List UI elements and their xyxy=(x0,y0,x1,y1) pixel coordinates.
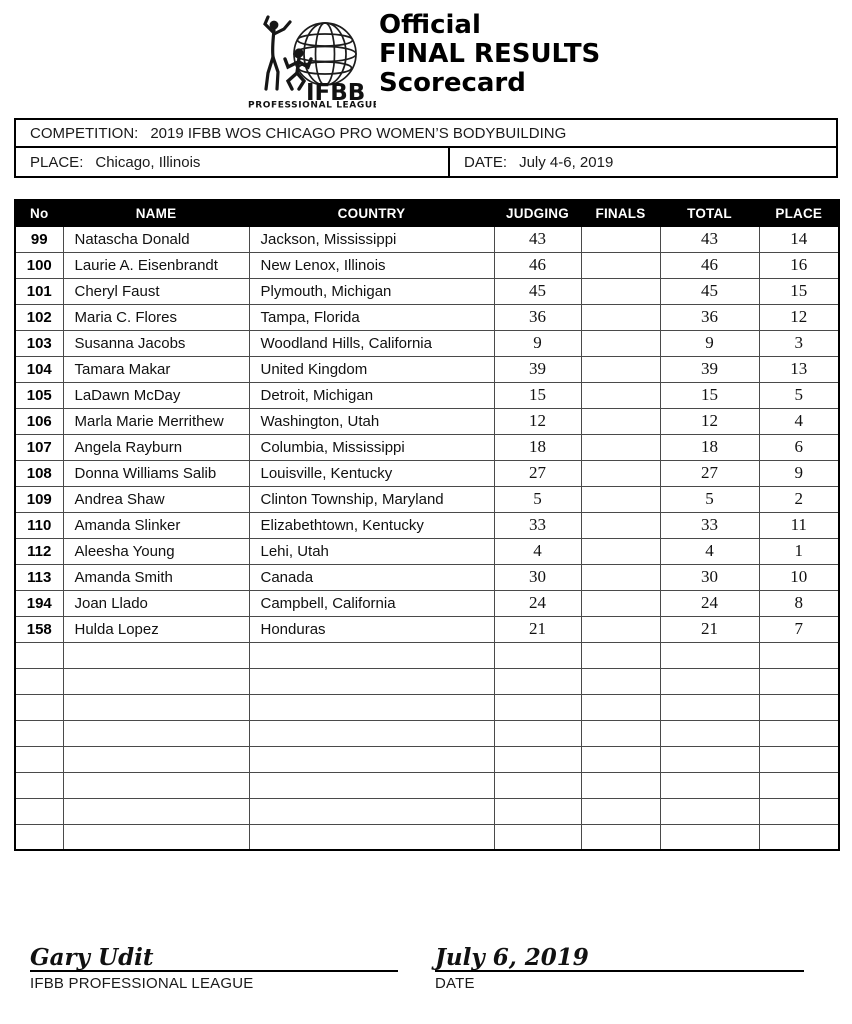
cell-total xyxy=(660,772,759,798)
cell-place xyxy=(759,824,839,850)
cell-country: Elizabethtown, Kentucky xyxy=(249,512,494,538)
cell-judging: 4 xyxy=(494,538,581,564)
cell-finals xyxy=(581,564,660,590)
cell-name xyxy=(63,824,249,850)
cell-finals xyxy=(581,252,660,278)
competition-value: 2019 IFBB WOS CHICAGO PRO WOMEN’S BODYBUILDING xyxy=(150,124,567,142)
cell-finals xyxy=(581,772,660,798)
cell-competitor-no: 113 xyxy=(15,564,63,590)
cell-place: 6 xyxy=(759,434,839,460)
table-row xyxy=(15,720,839,746)
cell-judging: 36 xyxy=(494,304,581,330)
cell-judging: 24 xyxy=(494,590,581,616)
table-row xyxy=(15,252,839,278)
table-row xyxy=(15,668,839,694)
cell-name: Aleesha Young xyxy=(63,538,249,564)
date-signature-block xyxy=(435,938,804,992)
ifbb-professional-league-logo xyxy=(244,13,376,108)
table-row xyxy=(15,278,839,304)
results-table-body xyxy=(15,226,839,850)
place-cell xyxy=(16,148,450,176)
cell-finals xyxy=(581,460,660,486)
col-header-no: No xyxy=(15,200,63,226)
cell-competitor-no xyxy=(15,824,63,850)
cell-place: 9 xyxy=(759,460,839,486)
cell-name xyxy=(63,798,249,824)
cell-competitor-no xyxy=(15,694,63,720)
cell-total: 18 xyxy=(660,434,759,460)
cell-judging: 39 xyxy=(494,356,581,382)
cell-place xyxy=(759,642,839,668)
cell-finals xyxy=(581,486,660,512)
title-line-final-results: FINAL RESULTS xyxy=(379,39,601,69)
table-row xyxy=(15,408,839,434)
cell-competitor-no xyxy=(15,720,63,746)
cell-judging xyxy=(494,798,581,824)
cell-judging: 12 xyxy=(494,408,581,434)
col-header-name: NAME xyxy=(63,200,249,226)
cell-judging xyxy=(494,772,581,798)
cell-place: 1 xyxy=(759,538,839,564)
cell-name xyxy=(63,668,249,694)
cell-place xyxy=(759,772,839,798)
cell-name: Angela Rayburn xyxy=(63,434,249,460)
cell-country xyxy=(249,824,494,850)
cell-place xyxy=(759,720,839,746)
cell-name: LaDawn McDay xyxy=(63,382,249,408)
cell-name xyxy=(63,694,249,720)
cell-place: 5 xyxy=(759,382,839,408)
cell-name xyxy=(63,746,249,772)
cell-total: 5 xyxy=(660,486,759,512)
cell-country: Louisville, Kentucky xyxy=(249,460,494,486)
table-row xyxy=(15,616,839,642)
cell-name: Andrea Shaw xyxy=(63,486,249,512)
cell-judging: 45 xyxy=(494,278,581,304)
cell-place: 10 xyxy=(759,564,839,590)
cell-name: Marla Marie Merrithew xyxy=(63,408,249,434)
cell-place: 3 xyxy=(759,330,839,356)
cell-judging: 21 xyxy=(494,616,581,642)
cell-total: 45 xyxy=(660,278,759,304)
cell-finals xyxy=(581,226,660,252)
cell-name: Amanda Smith xyxy=(63,564,249,590)
cell-finals xyxy=(581,304,660,330)
document-title xyxy=(379,11,600,98)
cell-competitor-no xyxy=(15,772,63,798)
cell-country: Lehi, Utah xyxy=(249,538,494,564)
table-row xyxy=(15,538,839,564)
cell-country: New Lenox, Illinois xyxy=(249,252,494,278)
cell-place: 7 xyxy=(759,616,839,642)
cell-finals xyxy=(581,382,660,408)
cell-competitor-no: 103 xyxy=(15,330,63,356)
cell-total: 27 xyxy=(660,460,759,486)
signature-name: Gary Udit xyxy=(30,944,154,971)
signature-line xyxy=(30,938,398,972)
table-row xyxy=(15,642,839,668)
date-cell xyxy=(450,148,836,176)
table-row xyxy=(15,304,839,330)
cell-total: 4 xyxy=(660,538,759,564)
cell-country: United Kingdom xyxy=(249,356,494,382)
cell-total: 21 xyxy=(660,616,759,642)
cell-finals xyxy=(581,538,660,564)
logo-suborg-text: PROFESSIONAL LEAGUE xyxy=(248,100,376,108)
competition-label: COMPETITION: xyxy=(30,124,139,142)
cell-finals xyxy=(581,694,660,720)
cell-country: Campbell, California xyxy=(249,590,494,616)
cell-competitor-no xyxy=(15,668,63,694)
col-header-total: TOTAL xyxy=(660,200,759,226)
cell-competitor-no: 105 xyxy=(15,382,63,408)
cell-total xyxy=(660,642,759,668)
cell-judging: 18 xyxy=(494,434,581,460)
ifbb-logo-graphic xyxy=(244,13,376,108)
cell-country: Columbia, Mississippi xyxy=(249,434,494,460)
col-header-place: PLACE xyxy=(759,200,839,226)
table-row xyxy=(15,382,839,408)
cell-total xyxy=(660,720,759,746)
table-row xyxy=(15,434,839,460)
header-row xyxy=(15,200,839,226)
date-label: DATE: xyxy=(464,153,508,171)
cell-competitor-no: 104 xyxy=(15,356,63,382)
cell-place xyxy=(759,694,839,720)
cell-judging xyxy=(494,746,581,772)
cell-judging: 46 xyxy=(494,252,581,278)
cell-competitor-no: 100 xyxy=(15,252,63,278)
cell-finals xyxy=(581,824,660,850)
cell-name: Donna Williams Salib xyxy=(63,460,249,486)
cell-judging: 9 xyxy=(494,330,581,356)
cell-total: 15 xyxy=(660,382,759,408)
cell-finals xyxy=(581,616,660,642)
cell-place: 2 xyxy=(759,486,839,512)
cell-place: 12 xyxy=(759,304,839,330)
cell-total xyxy=(660,694,759,720)
cell-total xyxy=(660,824,759,850)
cell-finals xyxy=(581,720,660,746)
cell-country: Canada xyxy=(249,564,494,590)
cell-competitor-no: 106 xyxy=(15,408,63,434)
signature-date: July 6, 2019 xyxy=(435,944,589,971)
cell-judging xyxy=(494,694,581,720)
cell-name: Hulda Lopez xyxy=(63,616,249,642)
cell-competitor-no: 194 xyxy=(15,590,63,616)
cell-name: Amanda Slinker xyxy=(63,512,249,538)
date-value: July 4-6, 2019 xyxy=(519,153,614,171)
cell-total: 46 xyxy=(660,252,759,278)
official-signature-block xyxy=(30,938,398,992)
title-line-official: Official xyxy=(379,10,481,40)
signature-org-label: IFBB PROFESSIONAL LEAGUE xyxy=(30,975,254,992)
cell-competitor-no: 112 xyxy=(15,538,63,564)
cell-name: Susanna Jacobs xyxy=(63,330,249,356)
competition-row xyxy=(16,120,836,148)
cell-place: 13 xyxy=(759,356,839,382)
cell-name: Cheryl Faust xyxy=(63,278,249,304)
cell-competitor-no: 101 xyxy=(15,278,63,304)
cell-finals xyxy=(581,512,660,538)
cell-total: 24 xyxy=(660,590,759,616)
cell-judging: 43 xyxy=(494,226,581,252)
cell-judging xyxy=(494,720,581,746)
cell-place xyxy=(759,746,839,772)
cell-place: 8 xyxy=(759,590,839,616)
cell-competitor-no: 110 xyxy=(15,512,63,538)
cell-total: 43 xyxy=(660,226,759,252)
cell-total xyxy=(660,746,759,772)
place-value: Chicago, Illinois xyxy=(95,153,201,171)
table-row xyxy=(15,226,839,252)
cell-finals xyxy=(581,278,660,304)
cell-finals xyxy=(581,668,660,694)
cell-name: Maria C. Flores xyxy=(63,304,249,330)
cell-total: 36 xyxy=(660,304,759,330)
cell-finals xyxy=(581,798,660,824)
cell-name xyxy=(63,772,249,798)
cell-country xyxy=(249,746,494,772)
results-table-header xyxy=(15,200,839,226)
cell-name: Tamara Makar xyxy=(63,356,249,382)
cell-finals xyxy=(581,746,660,772)
cell-name xyxy=(63,642,249,668)
cell-place xyxy=(759,668,839,694)
results-table xyxy=(14,199,840,851)
table-row xyxy=(15,824,839,850)
table-row xyxy=(15,330,839,356)
table-row xyxy=(15,564,839,590)
cell-judging xyxy=(494,668,581,694)
table-row xyxy=(15,460,839,486)
cell-country: Tampa, Florida xyxy=(249,304,494,330)
cell-country: Jackson, Mississippi xyxy=(249,226,494,252)
female-bodybuilder-figure xyxy=(265,17,290,89)
cell-country: Plymouth, Michigan xyxy=(249,278,494,304)
cell-country: Woodland Hills, California xyxy=(249,330,494,356)
cell-country xyxy=(249,694,494,720)
table-row xyxy=(15,512,839,538)
place-label: PLACE: xyxy=(30,153,84,171)
cell-total: 39 xyxy=(660,356,759,382)
cell-competitor-no xyxy=(15,746,63,772)
table-row xyxy=(15,746,839,772)
table-row xyxy=(15,356,839,382)
logo-org-text: IFBB xyxy=(306,80,366,106)
cell-competitor-no: 158 xyxy=(15,616,63,642)
cell-finals xyxy=(581,590,660,616)
cell-country xyxy=(249,720,494,746)
cell-judging: 30 xyxy=(494,564,581,590)
cell-name: Laurie A. Eisenbrandt xyxy=(63,252,249,278)
table-row xyxy=(15,486,839,512)
cell-total: 9 xyxy=(660,330,759,356)
cell-competitor-no: 99 xyxy=(15,226,63,252)
col-header-finals: FINALS xyxy=(581,200,660,226)
cell-competitor-no: 108 xyxy=(15,460,63,486)
cell-country: Clinton Township, Maryland xyxy=(249,486,494,512)
table-row xyxy=(15,694,839,720)
cell-country xyxy=(249,668,494,694)
table-row xyxy=(15,772,839,798)
cell-total xyxy=(660,798,759,824)
col-header-judging: JUDGING xyxy=(494,200,581,226)
date-line xyxy=(435,938,804,972)
cell-competitor-no: 102 xyxy=(15,304,63,330)
cell-finals xyxy=(581,642,660,668)
cell-finals xyxy=(581,356,660,382)
table-row xyxy=(15,798,839,824)
cell-place: 11 xyxy=(759,512,839,538)
cell-country: Detroit, Michigan xyxy=(249,382,494,408)
cell-judging xyxy=(494,824,581,850)
cell-total xyxy=(660,668,759,694)
cell-place: 15 xyxy=(759,278,839,304)
cell-place: 16 xyxy=(759,252,839,278)
cell-judging: 5 xyxy=(494,486,581,512)
cell-competitor-no xyxy=(15,798,63,824)
cell-competitor-no: 109 xyxy=(15,486,63,512)
cell-finals xyxy=(581,434,660,460)
cell-country xyxy=(249,772,494,798)
cell-place xyxy=(759,798,839,824)
cell-finals xyxy=(581,330,660,356)
cell-name: Joan Llado xyxy=(63,590,249,616)
competition-info-box xyxy=(14,118,838,178)
cell-judging: 33 xyxy=(494,512,581,538)
cell-place: 14 xyxy=(759,226,839,252)
cell-name: Natascha Donald xyxy=(63,226,249,252)
cell-total: 33 xyxy=(660,512,759,538)
cell-name xyxy=(63,720,249,746)
cell-country xyxy=(249,798,494,824)
cell-judging xyxy=(494,642,581,668)
cell-country: Washington, Utah xyxy=(249,408,494,434)
cell-competitor-no: 107 xyxy=(15,434,63,460)
table-row xyxy=(15,590,839,616)
col-header-country: COUNTRY xyxy=(249,200,494,226)
cell-country xyxy=(249,642,494,668)
cell-total: 12 xyxy=(660,408,759,434)
date-under-label: DATE xyxy=(435,975,475,992)
place-date-row xyxy=(16,148,836,176)
cell-finals xyxy=(581,408,660,434)
cell-competitor-no xyxy=(15,642,63,668)
title-line-scorecard: Scorecard xyxy=(379,68,526,98)
cell-place: 4 xyxy=(759,408,839,434)
cell-judging: 15 xyxy=(494,382,581,408)
cell-judging: 27 xyxy=(494,460,581,486)
cell-country: Honduras xyxy=(249,616,494,642)
cell-total: 30 xyxy=(660,564,759,590)
